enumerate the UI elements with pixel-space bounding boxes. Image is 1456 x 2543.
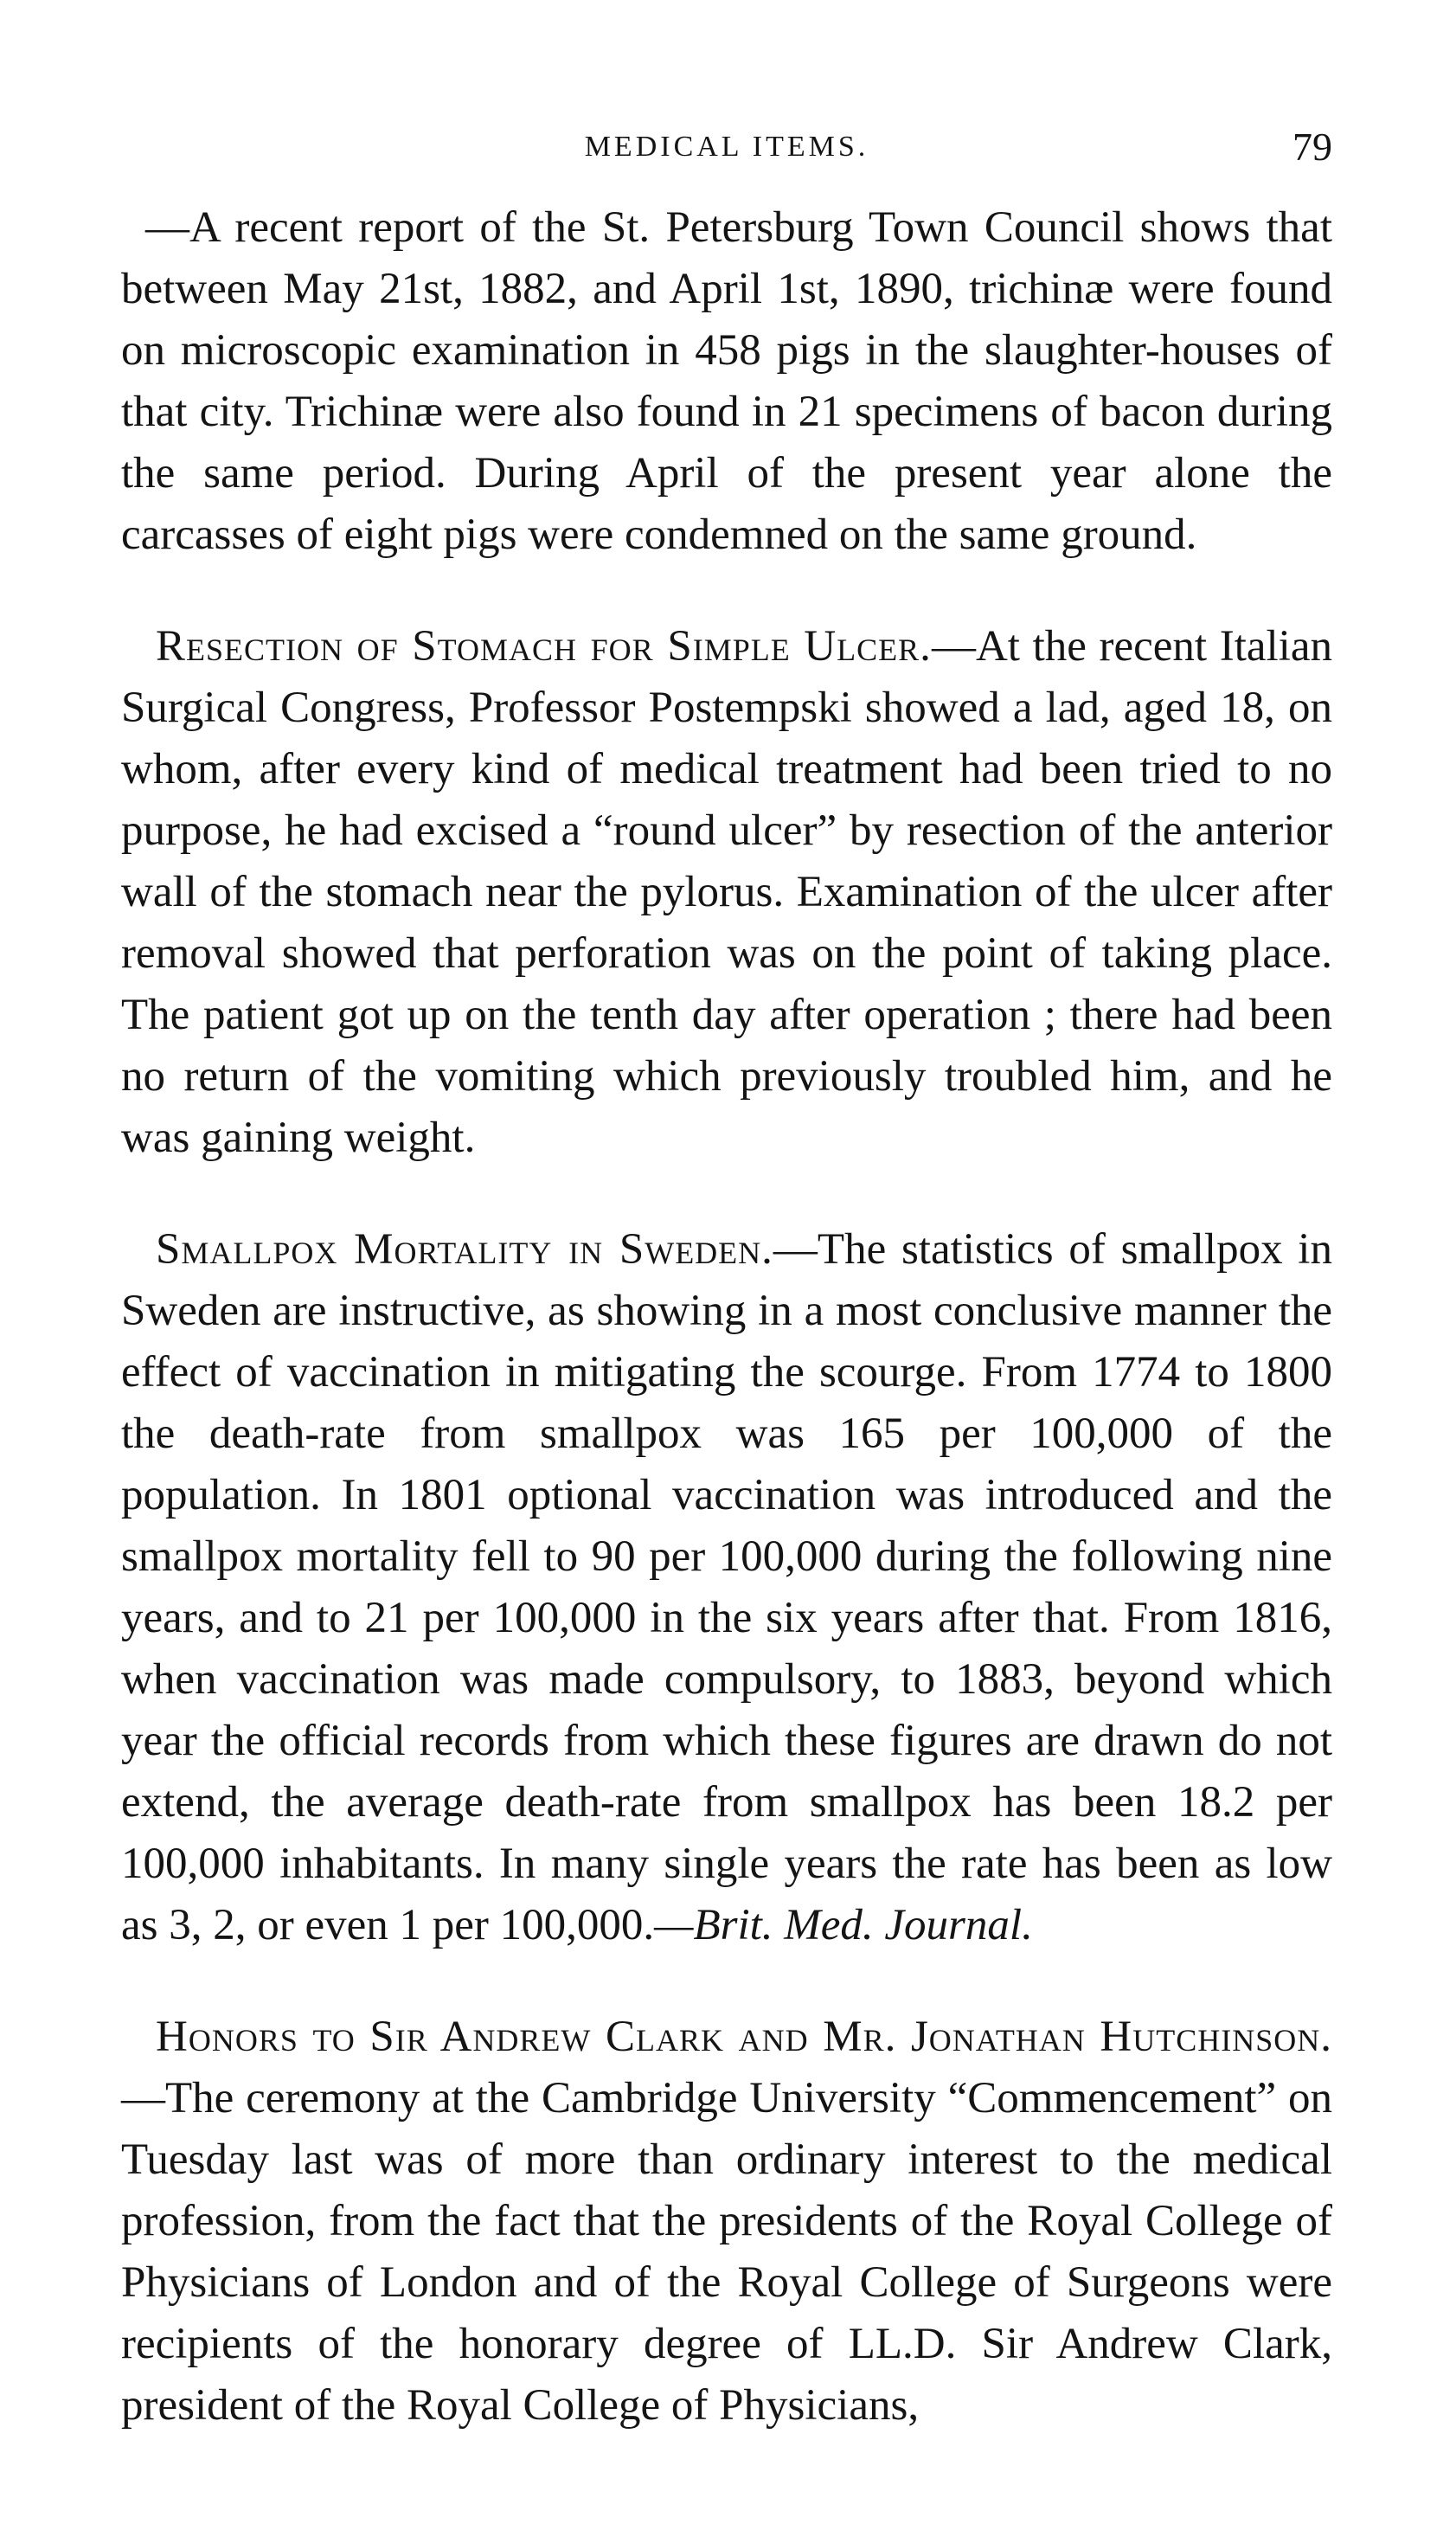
paragraph-honors (121, 2007, 1332, 2437)
section-heading: Smallpox Mortality in Sweden. (156, 1225, 773, 1274)
paragraph-trichinae-report (121, 197, 1332, 566)
paragraph-text: —The statistics of smallpox in Sweden are instructive, as showing in a most conclusive manner the effect of vaccination in mitigating the scourge. From 1774 to 1800 the death-rate from smallpox was 165 per 100,000 of the population. In 1801 optional vaccination was introduced and the smallpox mortality fell to 90 per 100,000 during the following nine years, and to 21 per 100,000 in the six years after that. From 1816, when vaccination was made compulsory, to 1883, beyond which year the official records from which these figures are drawn do not extend, the average death-rate from smallpox has been 18.2 per 100,000 inhabitants. In many single years the rate has been as low as 3, 2, or even 1 per 100,000. (121, 1225, 1332, 1949)
paragraph-text: —At the recent Italian Surgical Congress, Professor Postempski showed a lad, aged 18, on whom, after every kind of medical treatment had been tried to no purpose, he had excised a “round ulcer” by resection of the anterior wall of the stomach near the pylorus. Examination of the ulcer after removal showed that perforation was on the point of taking place. The patient got up on the tenth day after operation ; there had been no return of the vomiting which previously troubled him, and he was gaining weight. (121, 622, 1332, 1162)
paragraph-text: —A recent report of the St. Petersburg Town Council shows that between May 21st, 1882, and April 1st, 1890, trichinæ were found on microscopic examination in 458 pigs in the slaughter-houses of that city. Trichinæ were also found in 21 specimens of bacon during the same period. During April of the present year alone the carcasses of eight pigs were condemned on the same ground. (121, 203, 1332, 559)
section-heading: Resection of Stomach for Simple Ulcer. (156, 622, 932, 671)
paragraph-smallpox-sweden (121, 1219, 1332, 1956)
page-number: 79 (1292, 125, 1332, 169)
section-heading: Honors to Sir Andrew Clark and Mr. Jonathan Hutchinson. (156, 2013, 1332, 2061)
paragraph-stomach-resection (121, 616, 1332, 1169)
running-head (121, 121, 1332, 173)
running-title: MEDICAL ITEMS. (584, 131, 869, 163)
paragraph-text: —The ceremony at the Cambridge University “Commencement” on Tuesday last was of more than ordinary interest to the medical profession, from the fact that the presidents of the Royal College of Physicians of London and of the Royal College of Surgeons were recipients of the honorary degree of LL.D. Sir Andrew Clark, president of the Royal College of Physicians, (121, 2074, 1332, 2430)
body-text (121, 197, 1332, 2437)
citation: —Brit. Med. Journal. (654, 1901, 1033, 1949)
